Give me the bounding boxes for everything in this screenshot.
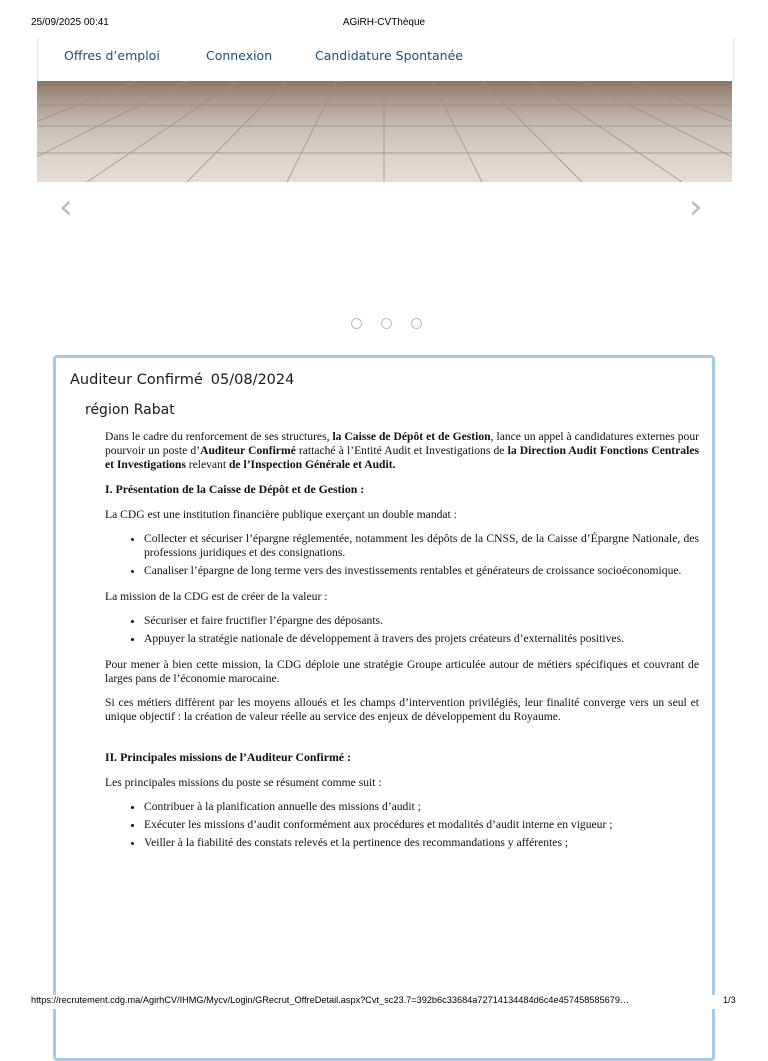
job-date: 05/08/2024 (210, 372, 295, 388)
mandate-list (105, 532, 699, 578)
list-item: • Canaliser l’épargne de long terme vers des investissements rentables et générateurs de croissance socioéconomique. (144, 564, 699, 578)
carousel-indicators (351, 316, 437, 334)
cdg-intro: La CDG est une institution financière publique exerçant un double mandat : (105, 508, 457, 521)
print-footer (0, 995, 768, 1009)
list-item: • Contribuer à la planification annuelle des missions d’audit ; (144, 800, 699, 814)
tile-floor-pattern (37, 81, 732, 182)
print-page-title: AGiRH-CVThèque (342, 17, 426, 28)
intro-paragraph: Dans le cadre du renforcement de ses structures, la Caisse de Dépôt et de Gestion, lance un appel à candidatures externes pour pourvoir un poste d’Auditeur Confirmé rattaché à l’Entité Audit et Investigations de la Direction Audit Fonctions Centrales et Investigations relevant de l’Inspection Générale et Audit. (105, 430, 700, 471)
job-heading (70, 372, 302, 388)
section-title-missions: II. Principales missions de l’Auditeur Confirmé : (105, 750, 351, 764)
strategy-paragraph: Pour mener à bien cette mission, la CDG déploie une stratégie Groupe articulée autour de métiers spécifiques et couvrant de larges pans de l’économie marocaine. (105, 658, 699, 685)
carousel-next-arrow[interactable]: › (689, 187, 703, 227)
list-item: • Appuyer la stratégie nationale de développement à travers des projets créateurs d’externalités positives. (144, 632, 699, 646)
nav-login[interactable]: Connexion (206, 48, 273, 63)
carousel-dot-2[interactable] (381, 318, 392, 329)
value-paragraph: Si ces métiers diffèrent par les moyens alloués et les champs d’intervention privilégiés, leur finalité converge vers un seul et unique objectif : la création de valeur réelle au service des enjeux de développement du Royaume. (105, 696, 699, 723)
top-navbar (37, 38, 734, 80)
mission-list (105, 614, 699, 646)
carousel-banner-image (37, 81, 732, 182)
print-url: https://recrutement.cdg.ma/AgirhCV/IHMG/Mycv/Login/GRecrut_OffreDetail.aspx?Cvt_sc23.7=392b6c33684a72714134484d6c4e457458585679… (31, 995, 630, 1005)
carousel-dot-1[interactable] (351, 318, 362, 329)
list-item: • Sécuriser et faire fructifier l’épargne des déposants. (144, 614, 699, 628)
list-item: • Exécuter les missions d’audit conformément aux procédures et modalités d’audit interne en vigueur ; (144, 818, 699, 832)
print-date: 25/09/2025 00:41 (31, 17, 109, 28)
job-title: Auditeur Confirmé (70, 372, 203, 388)
missions-intro: Les principales missions du poste se résument comme suit : (105, 776, 382, 789)
carousel-dot-3[interactable] (411, 318, 422, 329)
print-page-number: 1/3 (723, 995, 736, 1005)
nav-spontaneous-application[interactable]: Candidature Spontanée (315, 48, 463, 63)
list-item: • Veiller à la fiabilité des constats relevés et la pertinence des recommandations y afférentes ; (144, 836, 699, 850)
job-description (105, 430, 699, 862)
list-item: • Collecter et sécuriser l’épargne réglementée, notamment les dépôts de la CNSS, de la Caisse d’Épargne Nationale, des professions juridiques et des consignations. (144, 532, 699, 560)
section-title-presentation: I. Présentation de la Caisse de Dépôt et de Gestion : (105, 482, 365, 496)
print-header (0, 17, 768, 31)
carousel-prev-arrow[interactable]: ‹ (59, 187, 73, 227)
job-offer-card (53, 355, 715, 1061)
nav-job-offers[interactable]: Offres d’emploi (64, 48, 160, 63)
mission-intro: La mission de la CDG est de créer de la valeur : (105, 590, 328, 603)
job-region: région Rabat (85, 402, 175, 418)
missions-list (105, 800, 699, 850)
